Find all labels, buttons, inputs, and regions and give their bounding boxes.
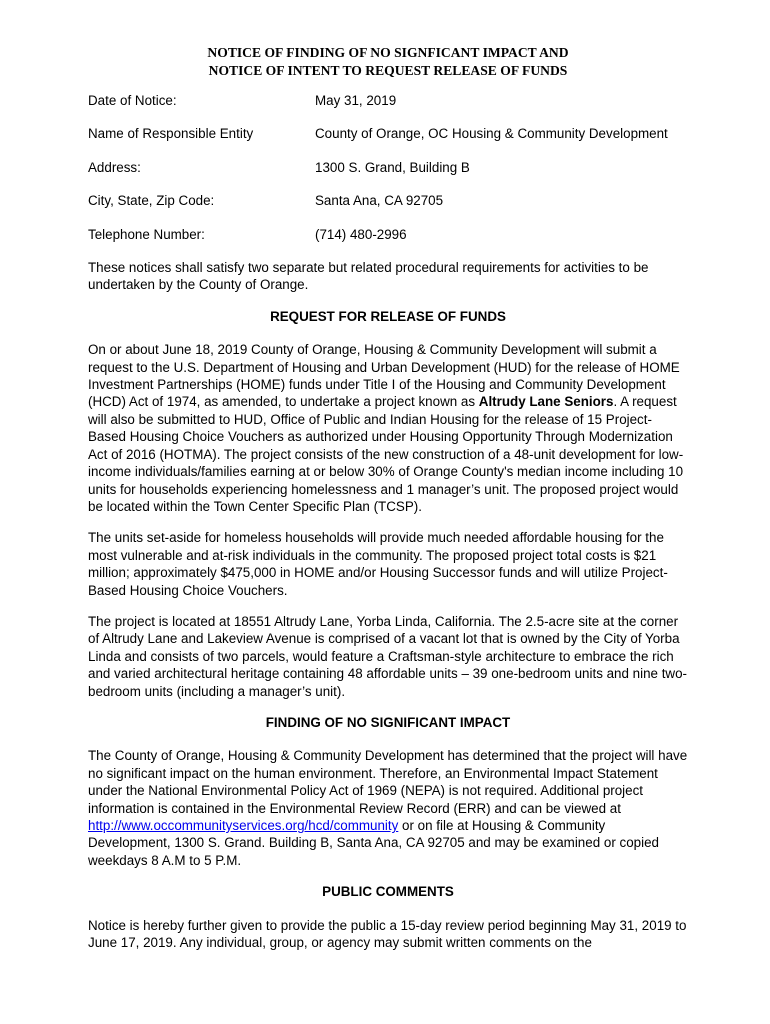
- field-date: [88, 92, 688, 109]
- fonsi-p1-text-a: The County of Orange, Housing & Community Development has determined that the project will have no significant impact on the human environment. Therefore, an Environmental Impact Statement under the National Environmental Policy Act of 1969 (NEPA) is not required. Additional project information is contained in the Environmental Review Record (ERR) and can be viewed at: [88, 748, 688, 816]
- notice-document: [88, 44, 688, 965]
- field-phone-label: Telephone Number:: [88, 226, 205, 242]
- field-city: [88, 192, 688, 209]
- field-phone: [88, 226, 688, 243]
- fonsi-p1-text-b: or on file at Housing & Community Development, 1300 S. Grand. Building B, Santa Ana, CA 92705 and may be examined or copied weekdays 8 A.M to 5 P.M.: [88, 818, 659, 868]
- rrof-paragraph-1: [88, 341, 688, 515]
- field-address: [88, 159, 688, 176]
- rrof-p1-text-a: On or about June 18, 2019 County of Orange, Housing & Community Development will submit a request to the U.S. Department of Housing and Urban Development (HUD) for the release of HOME Investment Partnerships (HOME) funds under Title I of the Housing and Community Development (HCD) Act of 1974, as amended, to undertake a project known as: [88, 342, 680, 410]
- err-link[interactable]: http://www.occommunityservices.org/hcd/community: [88, 818, 399, 833]
- fonsi-heading: FINDING OF NO SIGNIFICANT IMPACT: [265, 714, 511, 730]
- comments-paragraph: Notice is hereby further given to provide the public a 15-day review period beginning May 31, 2019 to June 17, 2019. Any individual, group, or agency may submit written comments on the: [88, 917, 687, 951]
- field-address-value: 1300 S. Grand, Building B: [315, 159, 470, 175]
- field-address-label: Address:: [88, 159, 141, 175]
- intro-paragraph: These notices shall satisfy two separate but related procedural requirements for activities to be undertaken by the County of Orange.: [88, 260, 649, 293]
- rrof-heading: REQUEST FOR RELEASE OF FUNDS: [270, 308, 506, 324]
- field-date-value: May 31, 2019: [315, 93, 397, 108]
- title-line-1: NOTICE OF FINDING OF NO SIGNFICANT IMPACT AND: [207, 45, 569, 60]
- field-entity: [88, 125, 688, 142]
- field-city-label: City, State, Zip Code:: [88, 193, 215, 209]
- document-title: [88, 44, 688, 80]
- rrof-p1-text-b: . A request will also be submitted to HUD, Office of Public and Indian Housing for the release of 15 Project-Based Housing Choice Vouchers as authorized under Housing Opportunity Through Modernization Act of 2016 (HOTMA). The project consists of the new construction of a 48-unit development for low-income individuals/families earning at or below 30% of Orange County's median income including 10 units for households experiencing homelessness and 1 manager’s unit. The proposed project would be located within the Town Center Specific Plan (TCSP).: [88, 394, 684, 514]
- field-phone-value: (714) 480-2996: [315, 226, 407, 242]
- field-entity-label: Name of Responsible Entity: [88, 126, 254, 142]
- rrof-paragraph-2: The units set-aside for homeless households will provide much needed affordable housing for the most vulnerable and at-risk individuals in the community. The proposed project total costs is $21 million; approximately $475,000 in HOME and/or Housing Successor funds and will utilize Project-Based Housing Choice Vouchers.: [88, 530, 668, 598]
- project-name: Altrudy Lane Seniors: [478, 394, 614, 410]
- rrof-paragraph-3: The project is located at 18551 Altrudy Lane, Yorba Linda, California. The 2.5-acre site at the corner of Altrudy Lane and Lakeview Avenue is comprised of a vacant lot that is owned by the City of Yorba Linda and consists of two parcels, would feature a Craftsman-style architecture to embrace the rich and varied architectural heritage containing 48 affordable units – 39 one-bedroom units and nine two-bedroom units (including a manager’s unit).: [88, 613, 688, 699]
- field-entity-value: County of Orange, OC Housing & Community Development: [315, 126, 668, 142]
- field-date-label: Date of Notice:: [88, 93, 177, 108]
- title-line-2: NOTICE OF INTENT TO REQUEST RELEASE OF FUNDS: [208, 63, 568, 78]
- field-city-value: Santa Ana, CA 92705: [315, 193, 444, 209]
- fonsi-paragraph: [88, 747, 688, 869]
- comments-heading: PUBLIC COMMENTS: [322, 884, 454, 900]
